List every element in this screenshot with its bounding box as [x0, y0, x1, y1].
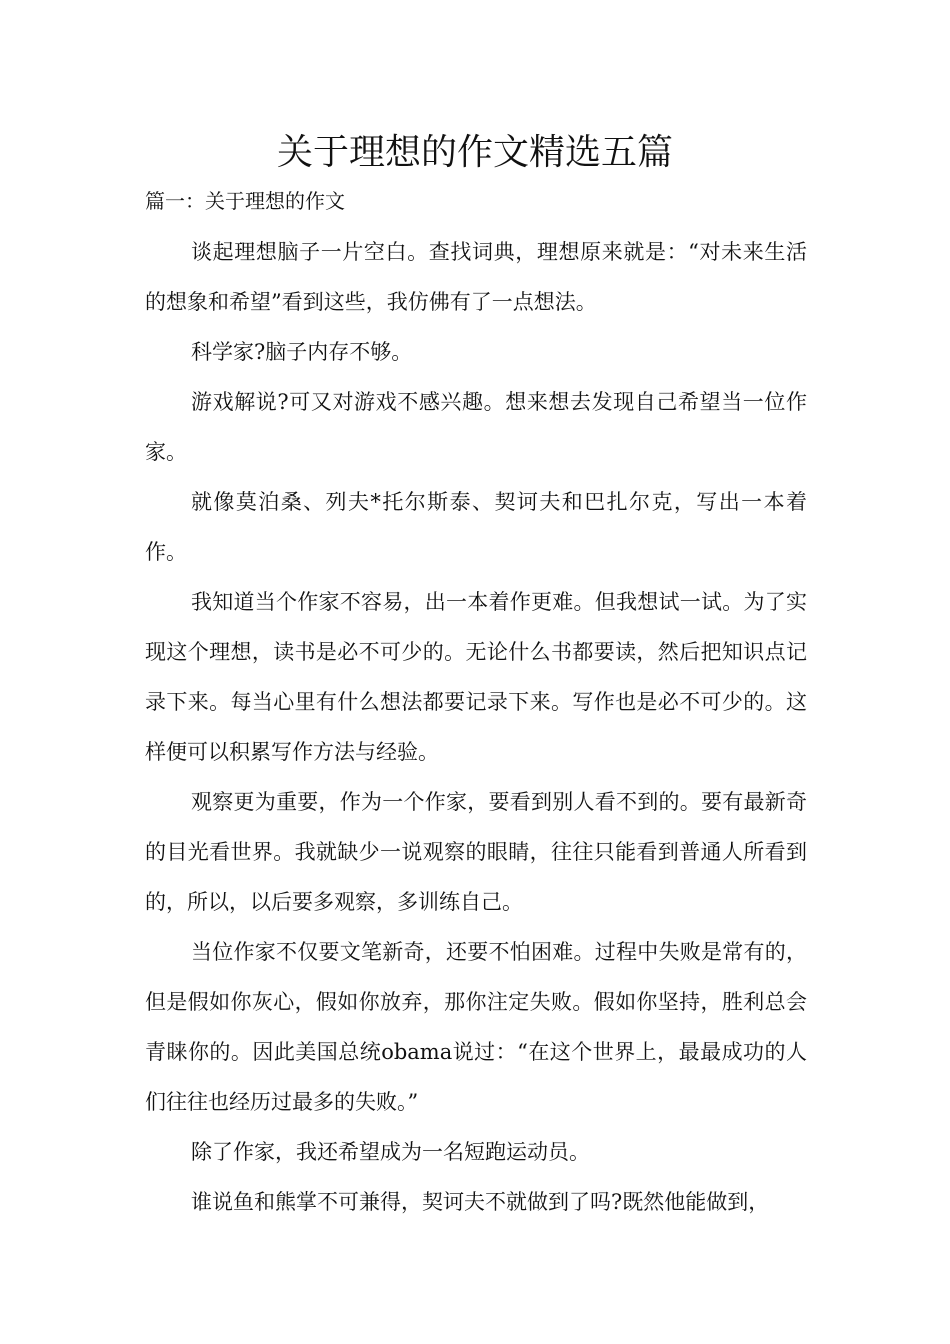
- paragraph: 当位作家不仅要文笔新奇，还要不怕困难。过程中失败是常有的，但是假如你灰心，假如你放弃，那你注定失败。假如你坚持，胜利总会青睐你的。因此美国总统obama说过：“在这个世界上，最最成功的人们往往也经历过最多的失败。”: [145, 940, 807, 1114]
- paragraph: 谁说鱼和熊掌不可兼得，契诃夫不就做到了吗?既然他能做到，: [191, 1190, 770, 1214]
- paragraph: 观察更为重要，作为一个作家，要看到别人看不到的。要有最新奇的目光看世界。我就缺少一说观察的眼睛，往往只能看到普通人所看到的，所以，以后要多观察，多训练自己。: [145, 790, 807, 914]
- paragraph: 科学家?脑子内存不够。: [191, 340, 413, 364]
- paragraph: 谈起理想脑子一片空白。查找词典，理想原来就是：“对未来生活的想象和希望”看到这些，我仿佛有了一点想法。: [145, 240, 807, 314]
- section-heading: 篇一：关于理想的作文: [145, 189, 345, 213]
- paragraph: 我知道当个作家不容易，出一本着作更难。但我想试一试。为了实现这个理想，读书是必不可少的。无论什么书都要读，然后把知识点记录下来。每当心里有什么想法都要记录下来。写作也是必不可少的。这样便可以积累写作方法与经验。: [145, 590, 807, 764]
- body-text: [145, 227, 807, 1227]
- paragraph: 就像莫泊桑、列夫*托尔斯泰、契诃夫和巴扎尔克，写出一本着作。: [145, 490, 807, 564]
- document-title: 关于理想的作文精选五篇: [276, 132, 673, 173]
- paragraph: 游戏解说?可又对游戏不感兴趣。想来想去发现自己希望当一位作家。: [145, 390, 807, 464]
- paragraph: 除了作家，我还希望成为一名短跑运动员。: [191, 1140, 590, 1164]
